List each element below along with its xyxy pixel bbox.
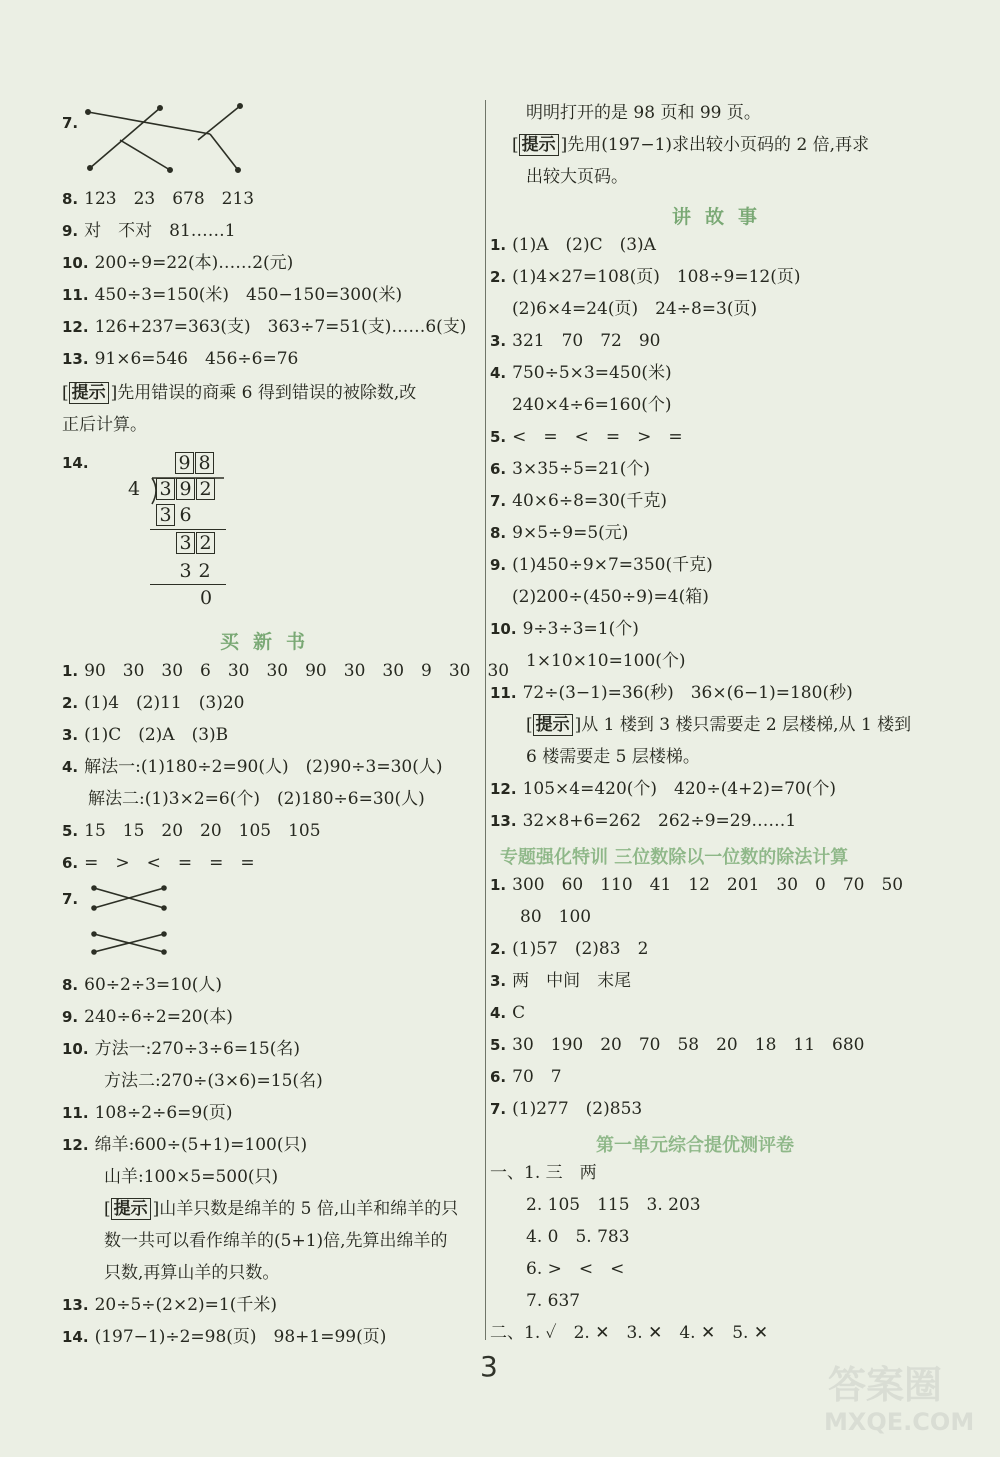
division-line-2 xyxy=(150,584,226,585)
t2: 2. (1)57 (2)83 2 xyxy=(490,939,649,959)
hint-label: 提示 xyxy=(111,1198,151,1220)
q7-label: 7. xyxy=(62,114,79,132)
q13: 13. 91×6=546 456÷6=76 xyxy=(62,349,299,369)
t1b: 80 100 xyxy=(520,907,592,927)
s10a: 10. 方法一:270÷3÷6=15(名) xyxy=(62,1039,301,1059)
section-title-tell-story: 讲故事 xyxy=(672,206,772,228)
division-line-1 xyxy=(150,529,226,530)
s4a: 4. 解法一:(1)180÷2=90(人) (2)90÷3=30(人) xyxy=(62,757,443,777)
section-banner-unit-test: 第一单元综合提优测评卷 xyxy=(596,1135,794,1156)
u4: 6. > < < xyxy=(526,1259,625,1279)
s12a: 12. 绵羊:600÷(5+1)=100(只) xyxy=(62,1135,308,1155)
watermark-domain: MXQE.COM xyxy=(824,1408,975,1436)
watermark-logo-text: 答案圈 xyxy=(828,1363,943,1407)
long-division-remainder: 0 xyxy=(200,587,213,609)
r9b: (2)200÷(450÷9)=4(箱) xyxy=(512,587,709,607)
s6: 6. = > < = = = xyxy=(62,853,255,873)
hint-label: 提示 xyxy=(69,382,109,404)
r10a: 10. 9÷3÷3=1(个) xyxy=(490,619,639,639)
r11-hint: [ 提示 ]从 1 楼到 3 楼只需要走 2 层楼梯,从 1 楼到 xyxy=(526,715,912,735)
s14: 14. (197−1)÷2=98(页) 98+1=99(页) xyxy=(62,1327,387,1347)
q13-hint: [ 提示 ]先用错误的商乘 6 得到错误的被除数,改 xyxy=(62,383,417,403)
r13: 13. 32×8+6=262 262÷9=29……1 xyxy=(490,811,797,831)
long-division-quotient: 9 8 xyxy=(175,452,215,474)
r10b: 1×10×10=100(个) xyxy=(526,651,686,671)
hint-label: 提示 xyxy=(519,134,559,156)
s4b: 解法二:(1)3×2=6(个) (2)180÷6=30(人) xyxy=(88,789,425,809)
t7: 7. (1)277 (2)853 xyxy=(490,1099,643,1119)
watermark xyxy=(810,1350,990,1450)
r1: 1. (1)A (2)C (3)A xyxy=(490,235,656,255)
q12: 12. 126+237=363(支) 363÷7=51(支)……6(支) xyxy=(62,317,467,337)
q8: 8. 123 23 678 213 xyxy=(62,189,255,209)
long-division-step1: 3 6 xyxy=(156,504,195,526)
r2a: 2. (1)4×27=108(页) 108÷9=12(页) xyxy=(490,267,801,287)
r-cont: 明明打开的是 98 页和 99 页。 xyxy=(526,103,761,123)
u5: 7. 637 xyxy=(526,1291,581,1311)
s9: 9. 240÷6÷2=20(本) xyxy=(62,1007,233,1027)
s8: 8. 60÷2÷3=10(人) xyxy=(62,975,223,995)
r12: 12. 105×4=420(个) 420÷(4+2)=70(个) xyxy=(490,779,837,799)
s7-cross-lines xyxy=(88,880,178,960)
r11-hint-cont: 6 楼需要走 5 层楼梯。 xyxy=(526,747,700,767)
s10b: 方法二:270÷(3×6)=15(名) xyxy=(104,1071,323,1091)
q14-label: 14. xyxy=(62,454,89,472)
t6: 6. 70 7 xyxy=(490,1067,562,1087)
u6: 二、1. ✓ 2. ✕ 3. ✕ 4. ✕ 5. ✕ xyxy=(490,1323,769,1343)
t4: 4. C xyxy=(490,1003,526,1023)
q7-matching-lines xyxy=(80,100,250,180)
q9: 9. 对 不对 81……1 xyxy=(62,221,236,241)
t3: 3. 两 中间 末尾 xyxy=(490,971,632,991)
s2: 2. (1)4 (2)11 (3)20 xyxy=(62,693,245,713)
long-division-step3: 3 2 xyxy=(179,560,211,582)
r-hint-cont: 出较大页码。 xyxy=(526,167,628,187)
r2b: (2)6×4=24(页) 24÷8=3(页) xyxy=(512,299,758,319)
s3: 3. (1)C (2)A (3)B xyxy=(62,725,229,745)
q13-hint-cont: 正后计算。 xyxy=(62,415,147,435)
s11: 11. 108÷2÷6=9(页) xyxy=(62,1103,233,1123)
long-division-step2: 3 2 xyxy=(176,532,216,554)
q11: 11. 450÷3=150(米) 450−150=300(米) xyxy=(62,285,403,305)
s12-hint: [ 提示 ]山羊只数是绵羊的 5 倍,山羊和绵羊的只 xyxy=(104,1199,459,1219)
s12-hint-cont-1: 数一共可以看作绵羊的(5+1)倍,先算出绵羊的 xyxy=(104,1231,448,1251)
t5: 5. 30 190 20 70 58 20 18 11 680 xyxy=(490,1035,865,1055)
u2: 2. 105 115 3. 203 xyxy=(526,1195,701,1215)
r4a: 4. 750÷5×3=450(米) xyxy=(490,363,672,383)
long-division-divisor: 4 xyxy=(128,478,141,500)
r-hint: [ 提示 ]先用(197−1)求出较小页码的 2 倍,再求 xyxy=(512,135,870,155)
s12b: 山羊:100×5=500(只) xyxy=(104,1167,279,1187)
s5: 5. 15 15 20 20 105 105 xyxy=(62,821,321,841)
s7-label: 7. xyxy=(62,890,79,908)
q10: 10. 200÷9=22(本)……2(元) xyxy=(62,253,294,273)
u1: 一、1. 三 两 xyxy=(490,1163,597,1183)
r6: 6. 3×35÷5=21(个) xyxy=(490,459,651,479)
t1a: 1. 300 60 110 41 12 201 30 0 70 50 xyxy=(490,875,904,895)
r7: 7. 40×6÷8=30(千克) xyxy=(490,491,668,511)
u3: 4. 0 5. 783 xyxy=(526,1227,630,1247)
r5: 5. < = < = > = xyxy=(490,427,683,447)
r11: 11. 72÷(3−1)=36(秒) 36×(6−1)=180(秒) xyxy=(490,683,853,703)
r9a: 9. (1)450÷9×7=350(千克) xyxy=(490,555,713,575)
s1: 1. 90 30 30 6 30 30 90 30 30 9 30 30 xyxy=(62,661,510,681)
long-division-dividend: 3 9 2 xyxy=(156,478,216,500)
section-banner-special-training: 专题强化特训 三位数除以一位数的除法计算 xyxy=(500,847,849,868)
s12-hint-cont-2: 只数,再算山羊的只数。 xyxy=(104,1263,280,1283)
r4b: 240×4÷6=160(个) xyxy=(512,395,672,415)
s13: 13. 20÷5÷(2×2)=1(千米) xyxy=(62,1295,277,1315)
r3: 3. 321 70 72 90 xyxy=(490,331,661,351)
r8: 8. 9×5÷9=5(元) xyxy=(490,523,629,543)
page-number: 3 xyxy=(480,1350,498,1383)
column-divider xyxy=(485,100,486,1340)
section-title-buy-books: 买新书 xyxy=(220,631,320,653)
hint-label: 提示 xyxy=(533,714,573,736)
